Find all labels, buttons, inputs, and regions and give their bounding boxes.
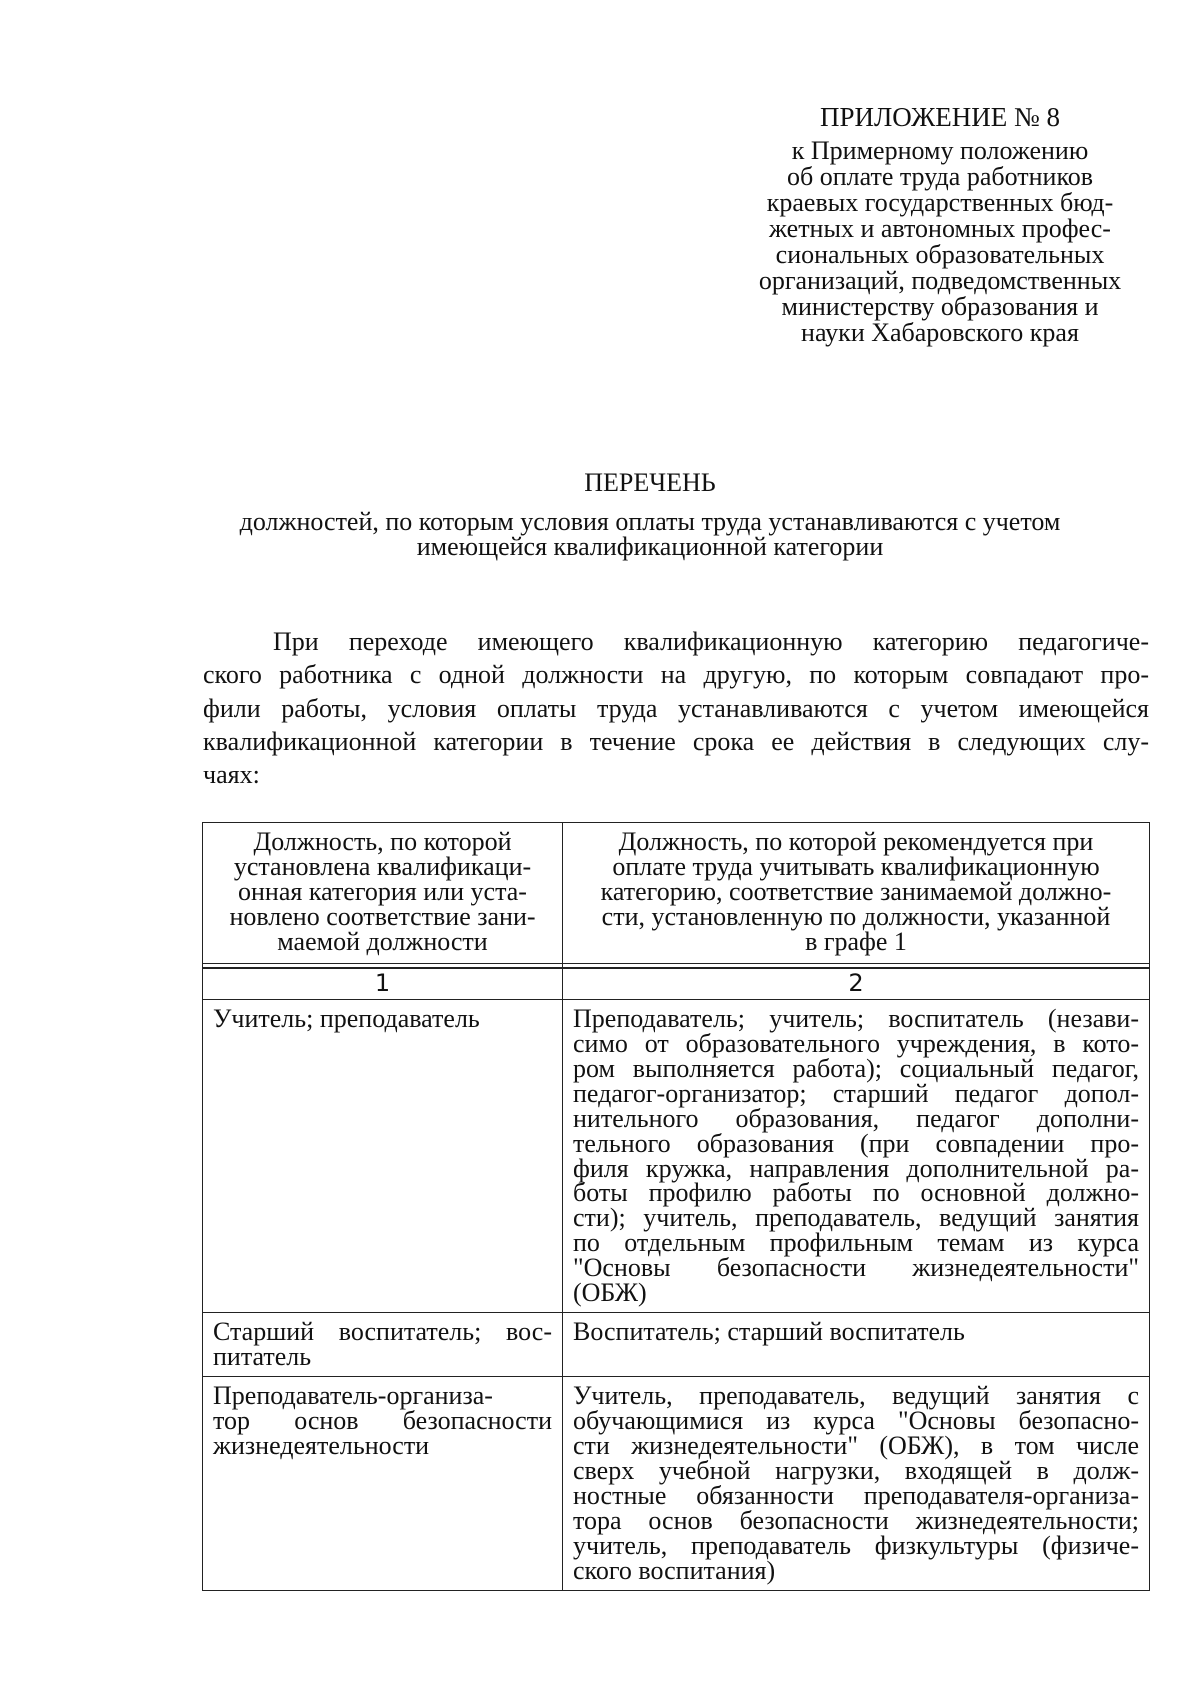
header-line: категорию, соответствие занимаемой должно- — [600, 876, 1112, 906]
document-subtitle — [200, 507, 1100, 561]
header-line: Должность, по которой рекомендуется при — [618, 827, 1094, 856]
cell-line: сти жизнедеятельности" (ОБЖ), в том числе — [573, 1431, 1139, 1461]
recommended-position-cell — [563, 1377, 1150, 1591]
header-line: онная категория или уста- — [238, 876, 527, 906]
header-cell-1 — [203, 823, 563, 964]
header-line: сти, установленную по должности, указанной — [601, 901, 1111, 931]
cell-line: ностные обязанности преподавателя-организа- — [573, 1480, 1139, 1510]
cell-line: педагог-организатор; старший педагог допол- — [573, 1078, 1139, 1108]
table-row — [203, 1313, 1150, 1377]
cell-line: "Основы безопасности жизнедеятельности" — [573, 1253, 1139, 1283]
header-line: установлена квалификаци- — [233, 851, 532, 881]
appendix-line: краевых государственных бюд- — [766, 188, 1114, 217]
appendix-line: к Примерному положению — [791, 136, 1089, 165]
position-cell — [203, 1313, 563, 1377]
cell-line: тора основ безопасности жизнедеятельности; — [573, 1505, 1139, 1535]
appendix-line: жетных и автономных профес- — [769, 214, 1111, 243]
table-row — [203, 999, 1150, 1312]
cell-line: питатель — [213, 1342, 312, 1372]
header-line: в графе 1 — [805, 926, 907, 956]
header-line: новлено соответствие зани- — [229, 901, 536, 931]
positions-table — [202, 822, 1150, 1591]
header-line: маемой должности — [277, 926, 488, 956]
intro-line: чаях: — [203, 760, 260, 790]
cell-line: по отдельным профильным темам из курса — [573, 1228, 1139, 1258]
cell-line: тельного образования (при совпадении про- — [573, 1128, 1139, 1158]
appendix-line: об оплате труда работников — [786, 162, 1094, 191]
cell-line: нительного образования, педагог дополни- — [573, 1103, 1139, 1133]
cell-line: боты профилю работы по основной должно- — [573, 1178, 1139, 1208]
cell-line: Учитель; преподаватель — [213, 1003, 480, 1033]
column-number-2: 2 — [563, 968, 1150, 1000]
cell-line: сти); учитель, преподаватель, ведущий занятия — [573, 1203, 1139, 1233]
intro-line: При переходе имеющего квалификационную категорию педагогиче- — [273, 627, 1149, 656]
appendix-line: министерству образования и — [781, 292, 1099, 321]
position-cell — [203, 999, 563, 1312]
cell-line: ром выполняется работа); социальный педагог, — [573, 1053, 1139, 1083]
cell-line: Преподаватель; учитель; воспитатель (незави- — [573, 1003, 1139, 1033]
intro-line: квалификационной категории в течение срока ее действия в следующих слу- — [203, 726, 1149, 756]
subtitle-line: должностей, по которым условия оплаты труда устанавливаются с учетом — [239, 507, 1061, 536]
appendix-block — [740, 104, 1140, 346]
column-number-row — [203, 968, 1150, 1000]
header-line: Должность, по которой — [253, 827, 512, 856]
cell-line: жизнедеятельности — [213, 1431, 430, 1461]
table-header-row — [203, 823, 1150, 964]
cell-line: (ОБЖ) — [573, 1278, 647, 1308]
cell-line: симо от образовательного учреждения, в кото- — [573, 1028, 1139, 1058]
appendix-line: организаций, подведомственных — [758, 266, 1122, 295]
cell-line: обучающимися из курса "Основы безопасно- — [573, 1406, 1139, 1436]
column-number-1: 1 — [203, 968, 563, 1000]
document-title: ПЕРЕЧЕНЬ — [584, 468, 716, 497]
header-line: оплате труда учитывать квалификационную — [612, 851, 1100, 881]
header-cell-2 — [563, 823, 1150, 964]
cell-line: Воспитатель; старший воспитатель — [573, 1317, 965, 1347]
cell-line: тор основ безопасности — [213, 1406, 552, 1436]
cell-line: сверх учебной нагрузки, входящей в долж- — [573, 1456, 1139, 1485]
recommended-position-cell — [563, 1313, 1150, 1377]
intro-paragraph — [203, 625, 1149, 791]
cell-line: Учитель, преподаватель, ведущий занятия с — [573, 1381, 1139, 1411]
appendix-line: сиональных образовательных — [775, 240, 1105, 269]
subtitle-line: имеющейся квалификационной категории — [416, 531, 884, 561]
cell-line: учитель, преподаватель физкультуры (физиче- — [573, 1530, 1139, 1560]
appendix-line: науки Хабаровского края — [801, 318, 1079, 347]
table-body — [203, 823, 1150, 1591]
table-row — [203, 1377, 1150, 1591]
cell-line: Старший воспитатель; вос- — [213, 1317, 552, 1347]
cell-line: ского воспитания) — [573, 1555, 776, 1585]
appendix-title: ПРИЛОЖЕНИЕ № 8 — [819, 102, 1061, 132]
recommended-position-cell — [563, 999, 1150, 1312]
position-cell — [203, 1377, 563, 1591]
intro-line: ского работника с одной должности на другую, по которым совпадают про- — [203, 660, 1149, 690]
intro-line: фили работы, условия оплаты труда устанавливаются с учетом имеющейся — [203, 693, 1149, 723]
cell-line: Преподаватель-организа- — [213, 1381, 493, 1411]
cell-line: филя кружка, направления дополнительной ра- — [573, 1153, 1139, 1183]
